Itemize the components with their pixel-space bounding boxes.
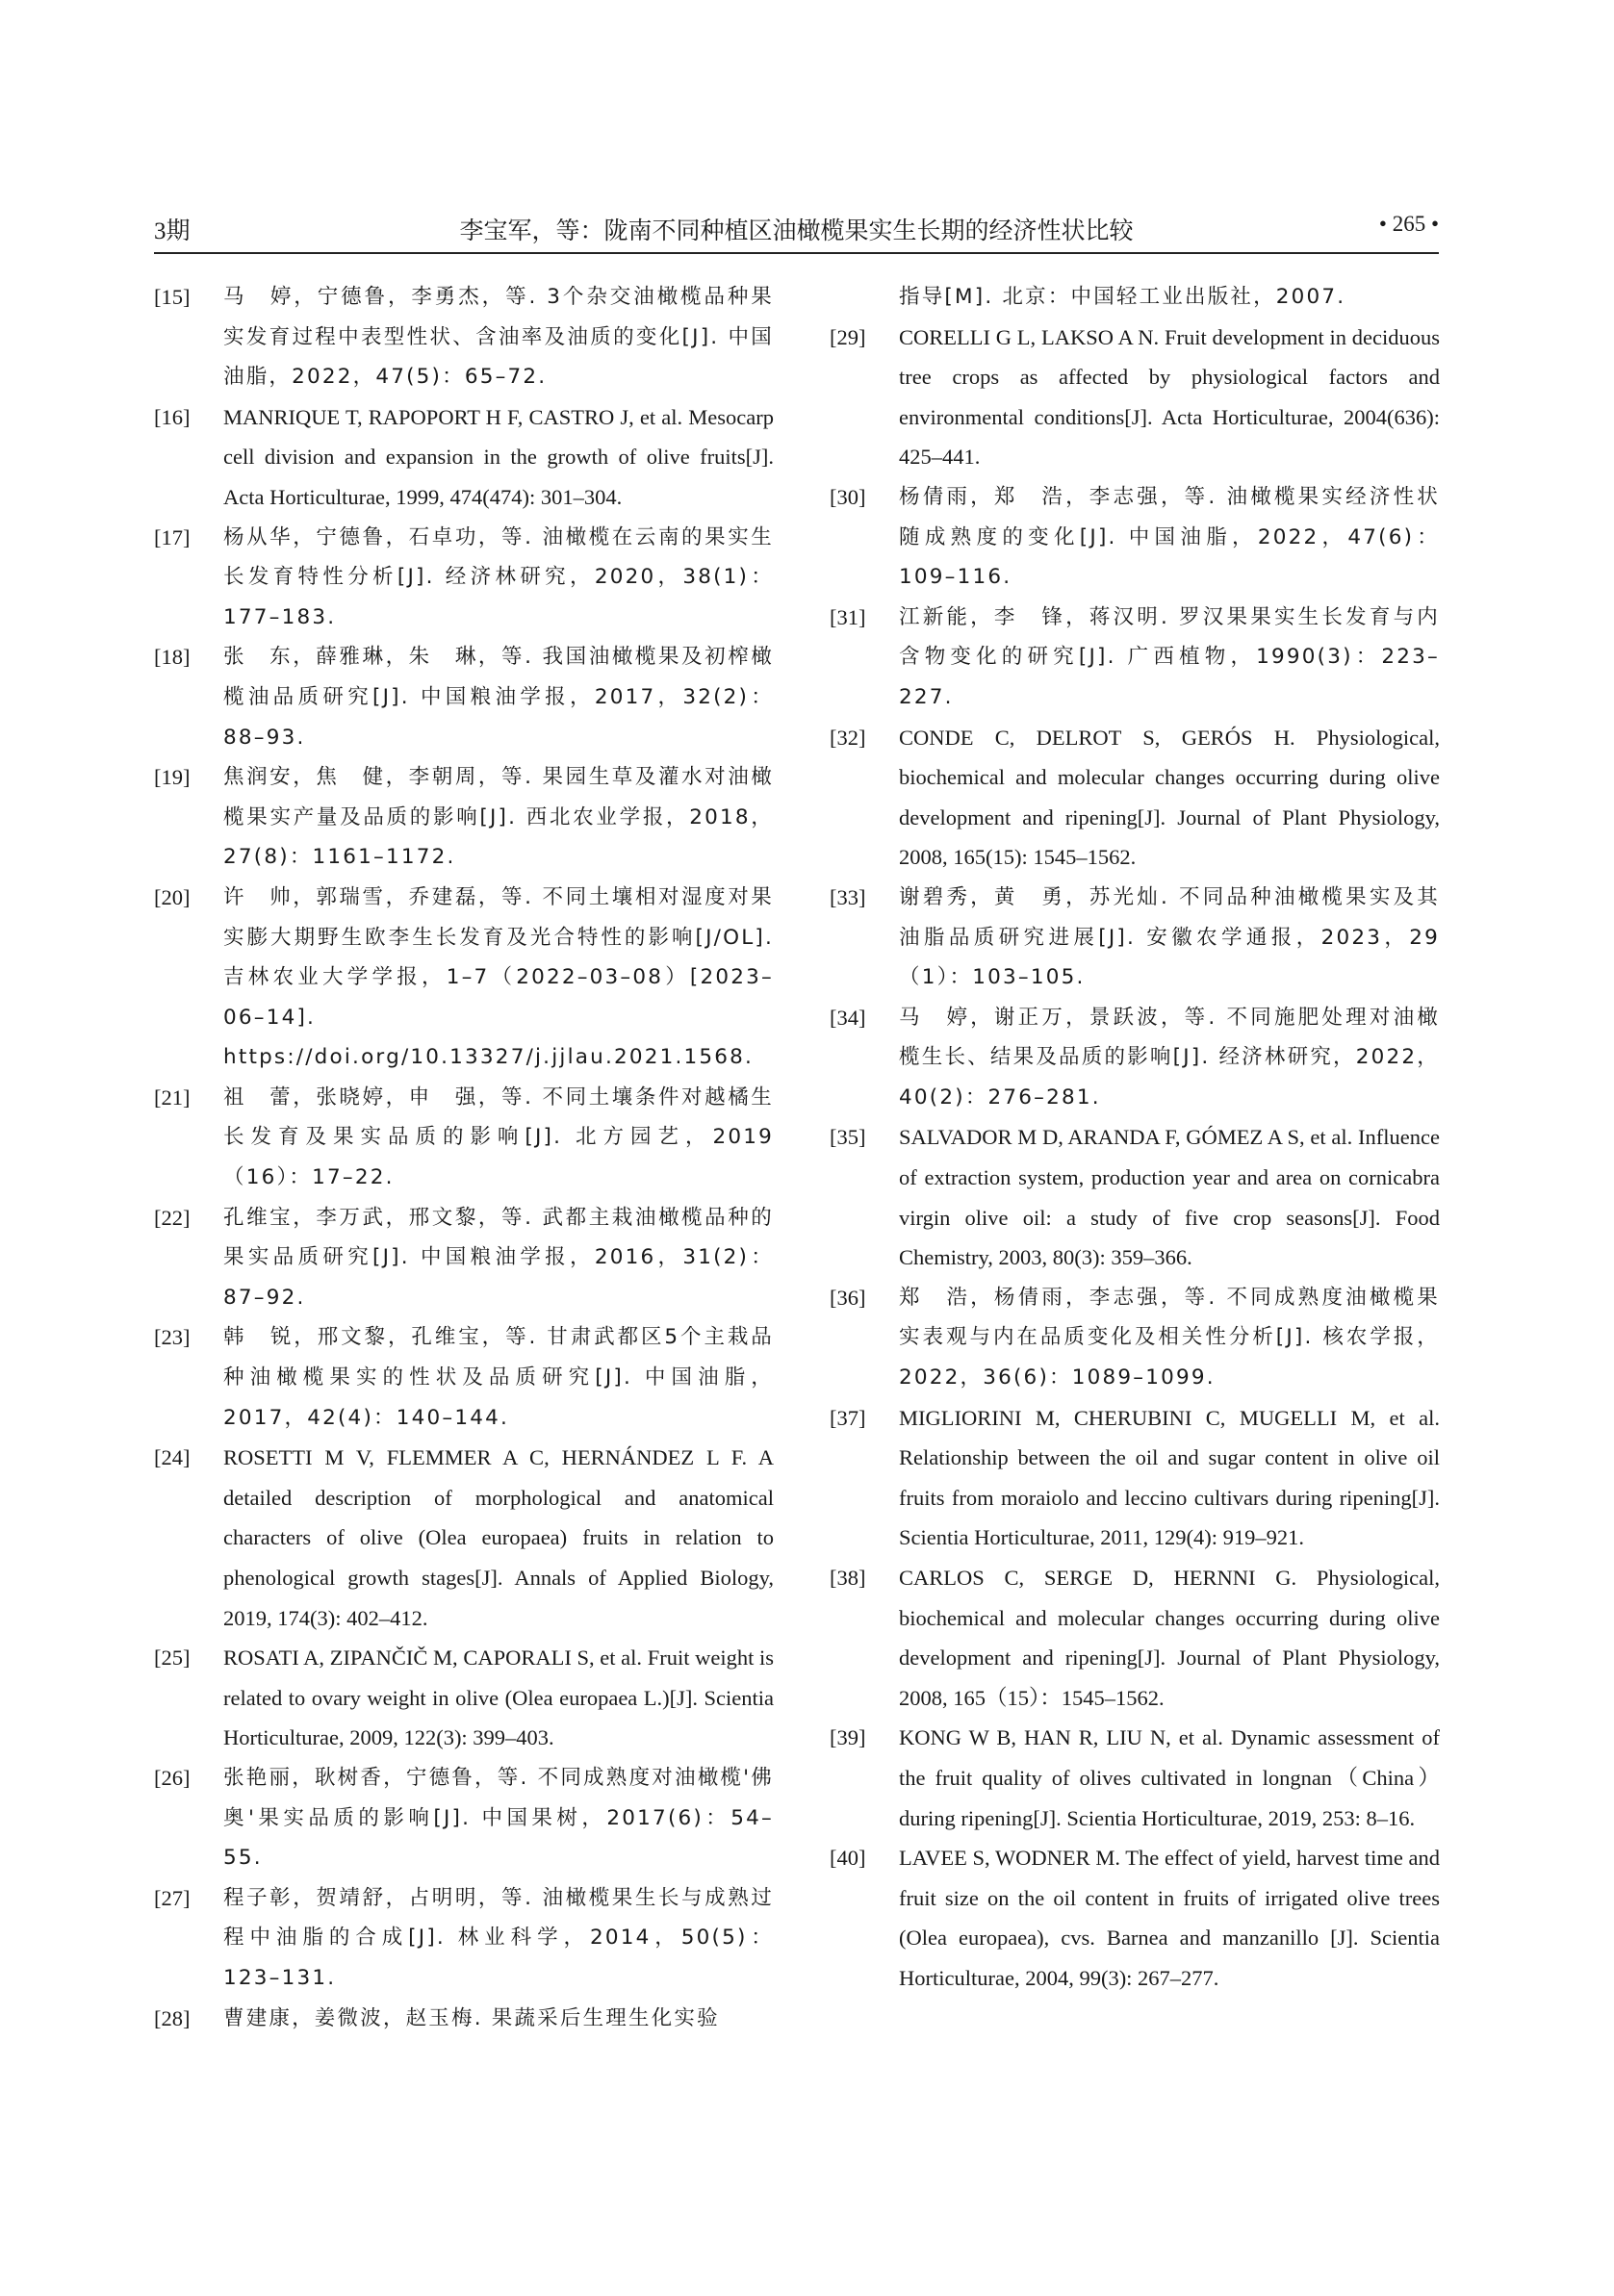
reference-number: [19] bbox=[154, 765, 191, 790]
reference-entry bbox=[830, 318, 1440, 477]
left-reference-column bbox=[154, 277, 774, 2038]
running-header bbox=[154, 204, 1439, 254]
reference-text: 马 婷，谢正万，景跃波，等. 不同施肥处理对油橄榄生长、结果及品质的影响[J]. 经济林研究，2022，40(2)：276–281. bbox=[899, 1005, 1440, 1110]
reference-number: [20] bbox=[154, 884, 191, 909]
reference-number: [16] bbox=[154, 404, 191, 429]
reference-number: [30] bbox=[830, 484, 866, 509]
reference-number: [21] bbox=[154, 1084, 191, 1110]
running-title: 李宝军，等：陇南不同种植区油橄榄果实生长期的经济性状比较 bbox=[459, 217, 1134, 244]
reference-text: LAVEE S, WODNER M. The effect of yield, harvest time and fruit size on the oil content in fruits of irrigated olive trees (Olea europaea), cvs. Barnea and manzanillo [J]. Scientia Horticulturae, 2004, 99(3): 267–277. bbox=[899, 1846, 1440, 1990]
reference-text: CORELLI G L, LAKSO A N. Fruit development in deciduous tree crops as affected by physiological factors and environmental conditions[J]. Acta Horticulturae, 2004(636): 425–441. bbox=[899, 324, 1440, 470]
reference-number: [17] bbox=[154, 524, 191, 549]
reference-text: MIGLIORINI M, CHERUBINI C, MUGELLI M, et al. Relationship between the oil and sugar content in olive oil fruits from moraiolo and leccino cultivars during ripening[J]. Scientia Horticulturae, 2011, 129(4): 919–921. bbox=[899, 1405, 1440, 1550]
reference-number: [34] bbox=[830, 1005, 866, 1030]
reference-number: [15] bbox=[154, 285, 191, 309]
reference-text: 韩 锐，邢文黎，孔维宝，等. 甘肃武都区5个主栽品种油橄榄果实的性状及品质研究[J]. 中国油脂，2017，42(4)：140–144. bbox=[223, 1325, 774, 1430]
reference-entry bbox=[154, 1198, 774, 1318]
reference-number: [23] bbox=[154, 1325, 191, 1350]
reference-text: 程子彰，贺靖舒，占明明，等. 油橄榄果生长与成熟过程中油脂的合成[J]. 林业科学，2014，50(5)：123–131. bbox=[223, 1885, 774, 1990]
reference-entry bbox=[154, 518, 774, 638]
reference-number: [25] bbox=[154, 1645, 191, 1671]
reference-entry bbox=[154, 277, 774, 397]
reference-number: [27] bbox=[154, 1885, 191, 1910]
reference-number: [38] bbox=[830, 1566, 866, 1590]
reference-entry bbox=[154, 1438, 774, 1638]
reference-text: ROSETTI M V, FLEMMER A C, HERNÁNDEZ L F. A detailed description of morphological and anatomical characters of olive (Olea europaea) fruits in relation to phenological growth stages[J]. Annals of Applied Biology, 2019, 174(3): 402–412. bbox=[223, 1445, 774, 1630]
reference-number: [36] bbox=[830, 1285, 866, 1310]
reference-text: 杨倩雨，郑 浩，李志强，等. 油橄榄果实经济性状随成熟度的变化[J]. 中国油脂，2022，47(6)：109–116. bbox=[899, 484, 1440, 590]
reference-number: [22] bbox=[154, 1205, 191, 1230]
reference-entry bbox=[830, 1117, 1440, 1277]
reference-text: 曹建康，姜微波，赵玉梅. 果蔬采后生理生化实验 bbox=[223, 2005, 720, 2030]
reference-text: 杨从华，宁德鲁，石卓功，等. 油橄榄在云南的果实生长发育特性分析[J]. 经济林研究，2020，38(1)：177–183. bbox=[223, 524, 774, 629]
reference-text: MANRIQUE T, RAPOPORT H F, CASTRO J, et al. Mesocarp cell division and expansion in the growth of olive fruits[J]. Acta Horticulturae, 1999, 474(474): 301–304. bbox=[223, 404, 774, 509]
reference-text: 马 婷，宁德鲁，李勇杰，等. 3个杂交油橄榄品种果实发育过程中表型性状、含油率及油质的变化[J]. 中国油脂，2022，47(5)：65–72. bbox=[223, 285, 774, 390]
reference-entry bbox=[830, 1718, 1440, 1838]
reference-continuation: 指导[M]. 北京：中国轻工业出版社，2007. bbox=[899, 285, 1346, 309]
reference-text: 谢碧秀，黄 勇，苏光灿. 不同品种油橄榄果实及其油脂品质研究进展[J]. 安徽农学通报，2023，29（1）：103–105. bbox=[899, 884, 1440, 990]
reference-number: [24] bbox=[154, 1445, 191, 1470]
reference-entry bbox=[154, 1078, 774, 1198]
reference-text: KONG W B, HAN R, LIU N, et al. Dynamic assessment of the fruit quality of olives cultivated in longnan（China）during ripening[J]. Scientia Horticulturae, 2019, 253: 8–16. bbox=[899, 1725, 1440, 1830]
right-reference-column bbox=[830, 277, 1440, 1999]
reference-text: 张 东，薛雅琳，朱 琳，等. 我国油橄榄果及初榨橄榄油品质研究[J]. 中国粮油学报，2017，32(2)：88–93. bbox=[223, 645, 774, 750]
reference-number: [39] bbox=[830, 1725, 866, 1750]
reference-text: 张艳丽，耿树香，宁德鲁，等. 不同成熟度对油橄榄'佛奥'果实品质的影响[J]. 中国果树，2017(6)：54–55. bbox=[223, 1765, 774, 1871]
reference-entry bbox=[154, 1638, 774, 1758]
reference-text: 祖 蕾，张晓婷，申 强，等. 不同土壤条件对越橘生长发育及果实品质的影响[J]. 北方园艺，2019（16）：17–22. bbox=[223, 1084, 774, 1190]
issue-number: 3期 bbox=[154, 218, 191, 244]
reference-text: CONDE C, DELROT S, GERÓS H. Physiological, biochemical and molecular changes occurring during olive development and ripening[J]. Journal of Plant Physiology, 2008, 165(15): 1545–1562. bbox=[899, 725, 1440, 870]
reference-entry bbox=[154, 1999, 774, 2039]
reference-number: [33] bbox=[830, 884, 866, 909]
reference-number: [32] bbox=[830, 725, 866, 750]
reference-entry bbox=[154, 1758, 774, 1878]
reference-text: SALVADOR M D, ARANDA F, GÓMEZ A S, et al. Influence of extraction system, production year and area on cornicabra virgin olive oil: a study of five crop seasons[J]. Food Chemistry, 2003, 80(3): 359–366. bbox=[899, 1125, 1440, 1270]
reference-text: ROSATI A, ZIPANČIČ M, CAPORALI S, et al. Fruit weight is related to ovary weight in olive (Olea europaea L.)[J]. Scientia Horticulturae, 2009, 122(3): 399–403. bbox=[223, 1645, 774, 1750]
reference-number: [37] bbox=[830, 1405, 866, 1430]
reference-text: CARLOS C, SERGE D, HERNNI G. Physiological, biochemical and molecular changes occurring during olive development and ripening[J]. Journal of Plant Physiology, 2008, 165（15）：1545–1562. bbox=[899, 1566, 1440, 1710]
reference-entry bbox=[830, 878, 1440, 998]
reference-entry bbox=[830, 1278, 1440, 1398]
reference-text: 许 帅，郭瑞雪，乔建磊，等. 不同土壤相对湿度对果实膨大期野生欧李生长发育及光合特性的影响[J/OL]. 吉林农业大学学报，1–7（2022–03–08）[2023–06–14]. https://doi.org/10.13327/j.jjlau.2021.1568. bbox=[223, 884, 774, 1070]
reference-entry bbox=[154, 637, 774, 757]
reference-entry bbox=[154, 1878, 774, 1999]
reference-entry bbox=[830, 718, 1440, 878]
page-number: • 265 • bbox=[1378, 212, 1439, 236]
reference-entry bbox=[830, 598, 1440, 718]
reference-entry bbox=[830, 477, 1440, 598]
reference-number: [26] bbox=[154, 1765, 191, 1790]
reference-text: 焦润安，焦 健，李朝周，等. 果园生草及灌水对油橄榄果实产量及品质的影响[J]. 西北农业学报，2018，27(8)：1161–1172. bbox=[223, 765, 774, 870]
reference-entry bbox=[830, 1398, 1440, 1558]
reference-text: 郑 浩，杨倩雨，李志强，等. 不同成熟度油橄榄果实表观与内在品质变化及相关性分析[J]. 核农学报，2022，36(6)：1089–1099. bbox=[899, 1285, 1440, 1390]
reference-number: [18] bbox=[154, 645, 191, 670]
reference-entry bbox=[154, 878, 774, 1078]
reference-entry bbox=[154, 397, 774, 518]
reference-number: [35] bbox=[830, 1125, 866, 1150]
reference-entry bbox=[830, 998, 1440, 1118]
reference-number: [28] bbox=[154, 2005, 191, 2030]
reference-number: [40] bbox=[830, 1846, 866, 1871]
reference-entry bbox=[830, 1838, 1440, 1998]
reference-number: [31] bbox=[830, 604, 866, 629]
reference-entry bbox=[154, 1317, 774, 1438]
reference-text: 孔维宝，李万武，邢文黎，等. 武都主栽油橄榄品种的果实品质研究[J]. 中国粮油学报，2016，31(2)：87–92. bbox=[223, 1205, 774, 1310]
reference-entry bbox=[830, 1558, 1440, 1718]
reference-number: [29] bbox=[830, 324, 866, 349]
reference-entry bbox=[154, 757, 774, 878]
reference-text: 江新能，李 锋，蒋汉明. 罗汉果果实生长发育与内含物变化的研究[J]. 广西植物，1990(3)：223–227. bbox=[899, 604, 1440, 709]
